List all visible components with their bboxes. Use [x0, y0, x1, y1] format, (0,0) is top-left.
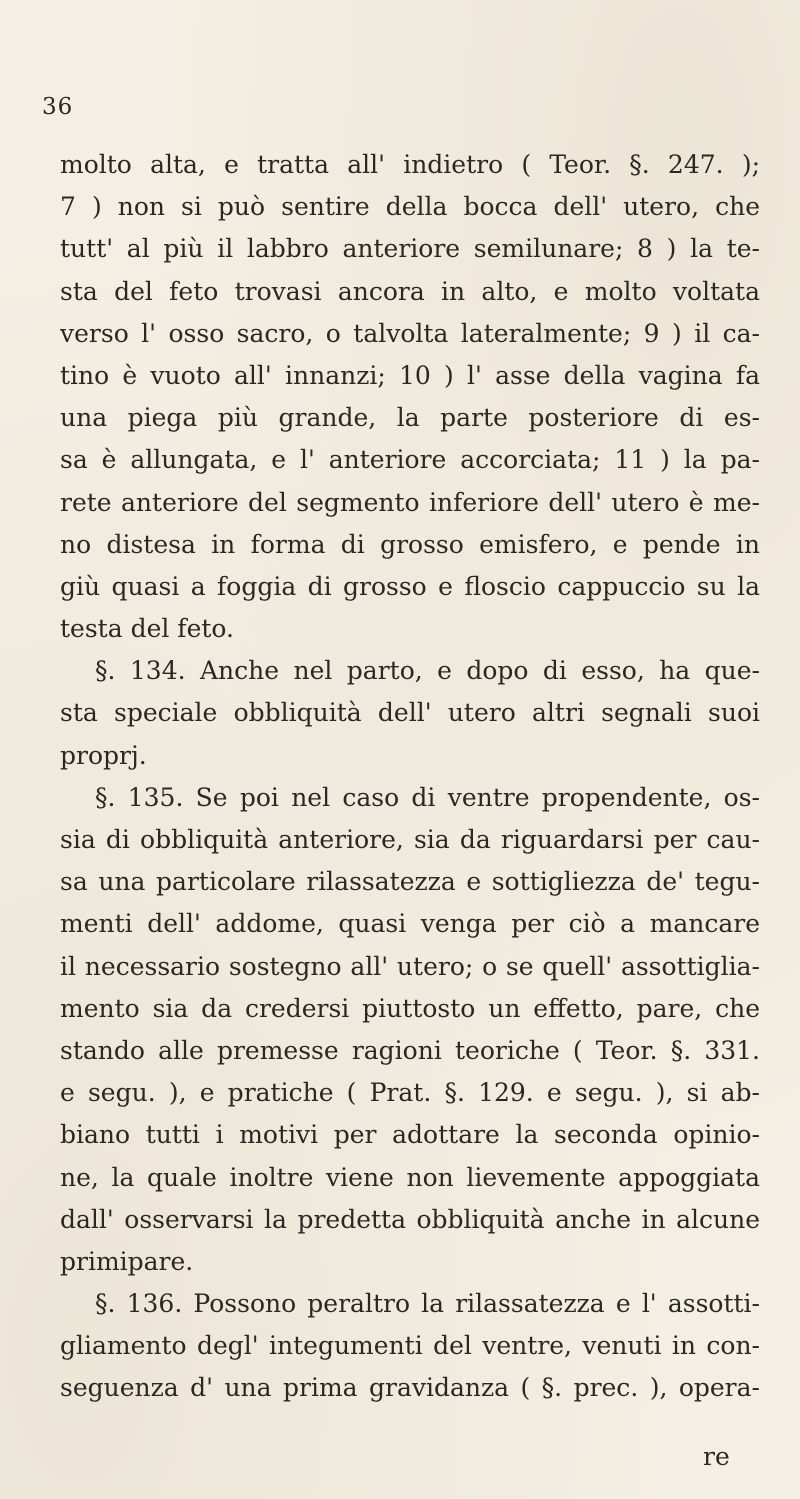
text-line: dall' osservarsi la predetta obbliquità anche in alcune [60, 1204, 760, 1234]
body-text [60, 144, 760, 1410]
text-line: gliamento degl' integumenti del ventre, venuti in con- [60, 1331, 760, 1361]
text-line: sa è allungata, e l' anteriore accorciata; 11 ) la pa- [60, 445, 760, 475]
text-line: molto alta, e tratta all' indietro ( Teor. §. 247. ); [60, 150, 760, 179]
text-line: proprj. [60, 740, 147, 770]
text-line: §. 135. Se poi nel caso di ventre propendente, os- [95, 782, 760, 812]
catchword: re [703, 1442, 730, 1471]
text-line: sa una particolare rilassatezza e sottigliezza de' tegu- [60, 867, 760, 897]
text-line: sia di obbliquità anteriore, sia da riguardarsi per cau- [60, 825, 760, 854]
text-line: tino è vuoto all' innanzi; 10 ) l' asse della vagina fa [60, 360, 760, 390]
text-line: primipare. [60, 1246, 194, 1276]
text-line: 7 ) non si può sentire della bocca dell' utero, che [60, 192, 760, 222]
text-line: menti dell' addome, quasi venga per ciò a mancare [60, 909, 760, 939]
text-line: no distesa in forma di grosso emisfero, e pende in [60, 529, 760, 559]
text-line: seguenza d' una prima gravidanza ( §. prec. ), opera- [60, 1373, 760, 1403]
text-line: sta del feto trovasi ancora in alto, e molto voltata [60, 276, 760, 306]
text-line: mento sia da credersi piuttosto un effetto, pare, che [60, 993, 760, 1023]
text-line: rete anteriore del segmento inferiore dell' utero è me- [60, 487, 760, 517]
text-line: §. 136. Possono peraltro la rilassatezza e l' assotti- [95, 1289, 760, 1319]
text-line: testa del feto. [60, 614, 234, 644]
text-line: sta speciale obbliquità dell' utero altri segnali suoi [60, 698, 760, 728]
text-line: una piega più grande, la parte posteriore di es- [60, 403, 760, 433]
text-line: ne, la quale inoltre viene non lievemente appoggiata [60, 1162, 760, 1192]
text-line: tutt' al più il labbro anteriore semilunare; 8 ) la te- [60, 234, 760, 264]
text-line: e segu. ), e pratiche ( Prat. §. 129. e segu. ), si ab- [60, 1078, 760, 1108]
text-line: stando alle premesse ragioni teoriche ( Teor. §. 331. [60, 1035, 760, 1065]
text-line: il necessario sostegno all' utero; o se quell' assottiglia- [60, 951, 760, 981]
text-line: §. 134. Anche nel parto, e dopo di esso, ha que- [95, 656, 760, 686]
text-line: giù quasi a foggia di grosso e floscio cappuccio su la [60, 571, 760, 601]
text-line: biano tutti i motivi per adottare la seconda opinio- [60, 1120, 760, 1150]
text-line: verso l' osso sacro, o talvolta lateralmente; 9 ) il ca- [60, 318, 760, 348]
page-number: 36 [42, 94, 74, 120]
